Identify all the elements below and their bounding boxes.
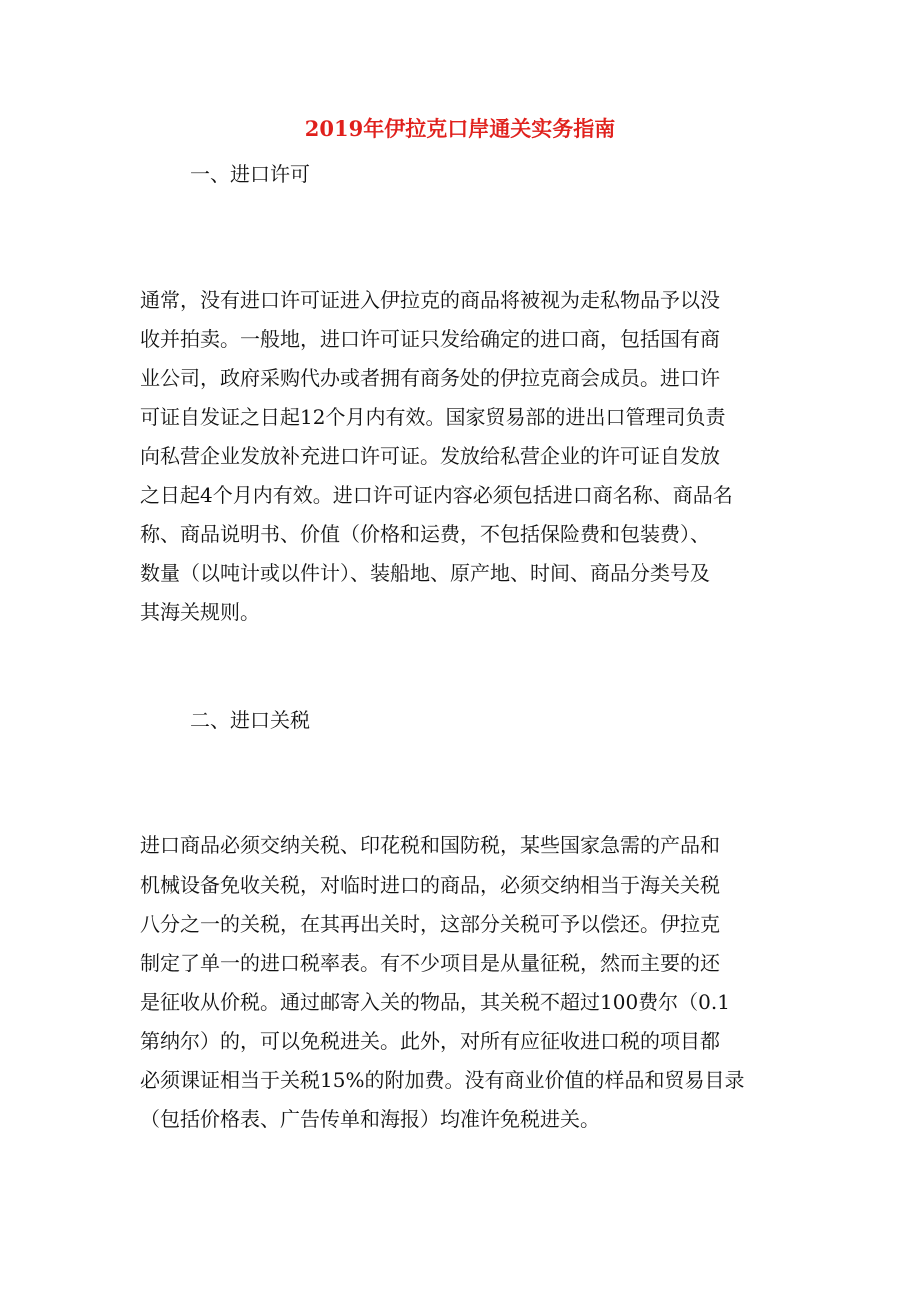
section-heading-import-license: 一、进口许可 bbox=[190, 162, 310, 186]
paragraph-line: 机械设备免收关税，对临时进口的商品，必须交纳相当于海关关税 bbox=[140, 873, 720, 897]
paragraph-line: 之日起4个月内有效。进口许可证内容必须包括进口商名称、商品名 bbox=[140, 483, 733, 507]
section-heading-import-tariff: 二、进口关税 bbox=[190, 708, 310, 732]
paragraph-line: 称、商品说明书、价值（价格和运费，不包括保险费和包装费）、 bbox=[140, 522, 710, 546]
paragraph-line: 必须课证相当于关税15%的附加费。没有商业价值的样品和贸易目录 bbox=[140, 1068, 745, 1092]
paragraph-line: 是征收从价税。通过邮寄入关的物品，其关税不超过100费尔（0.1 bbox=[140, 990, 730, 1014]
paragraph-line: （包括价格表、广告传单和海报）均准许免税进关。 bbox=[140, 1107, 600, 1131]
paragraph-line: 数量（以吨计或以件计）、装船地、原产地、时间、商品分类号及 bbox=[140, 561, 710, 585]
paragraph-line: 通常，没有进口许可证进入伊拉克的商品将被视为走私物品予以没 bbox=[140, 288, 720, 312]
paragraph-line: 制定了单一的进口税率表。有不少项目是从量征税，然而主要的还 bbox=[140, 951, 720, 975]
paragraph-line: 可证自发证之日起12个月内有效。国家贸易部的进出口管理司负责 bbox=[140, 405, 726, 429]
paragraph-line: 收并拍卖。一般地，进口许可证只发给确定的进口商，包括国有商 bbox=[140, 327, 720, 351]
paragraph-line: 八分之一的关税，在其再出关时，这部分关税可予以偿还。伊拉克 bbox=[140, 912, 720, 936]
paragraph-line: 第纳尔）的，可以免税进关。此外，对所有应征收进口税的项目都 bbox=[140, 1029, 720, 1053]
paragraph-line: 进口商品必须交纳关税、印花税和国防税，某些国家急需的产品和 bbox=[140, 833, 720, 857]
paragraph-line: 向私营企业发放补充进口许可证。发放给私营企业的许可证自发放 bbox=[140, 444, 720, 468]
document-title: 2019年伊拉克口岸通关实务指南 bbox=[304, 116, 616, 141]
paragraph-line: 业公司，政府采购代办或者拥有商务处的伊拉克商会成员。进口许 bbox=[140, 366, 720, 390]
paragraph-line: 其海关规则。 bbox=[140, 600, 260, 624]
